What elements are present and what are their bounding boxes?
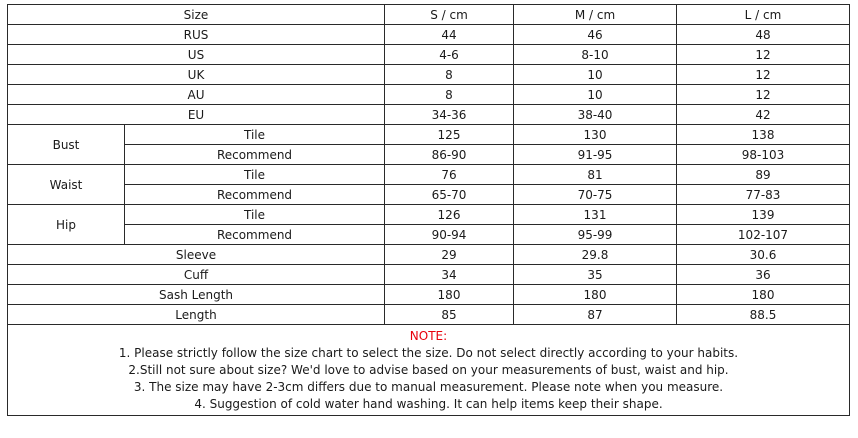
- cell-value: 86-90: [385, 145, 514, 165]
- table-row: [8, 85, 850, 105]
- cell-value: 38-40: [514, 105, 677, 125]
- cell-value: 125: [385, 125, 514, 145]
- row-label: Sleeve: [8, 245, 385, 265]
- cell-value: 65-70: [385, 185, 514, 205]
- sub-label: Tile: [125, 125, 385, 145]
- cell-value: 29.8: [514, 245, 677, 265]
- row-label: RUS: [8, 25, 385, 45]
- cell-value: 126: [385, 205, 514, 225]
- table-header-row: [8, 5, 850, 25]
- table-row: [8, 105, 850, 125]
- table-row: [8, 125, 850, 145]
- cell-value: 90-94: [385, 225, 514, 245]
- note-line: 1. Please strictly follow the size chart to select the size. Do not select directly according to your habits.: [118, 346, 739, 360]
- size-chart-table: [7, 4, 850, 416]
- cell-value: 138: [677, 125, 850, 145]
- sub-label: Recommend: [125, 185, 385, 205]
- cell-value: 85: [385, 305, 514, 325]
- row-label: Sash Length: [8, 285, 385, 305]
- cell-value: 70-75: [514, 185, 677, 205]
- sub-label: Tile: [125, 165, 385, 185]
- note-cell: [8, 325, 850, 416]
- cell-value: 36: [677, 265, 850, 285]
- cell-value: 10: [514, 65, 677, 85]
- cell-value: 98-103: [677, 145, 850, 165]
- row-label: UK: [8, 65, 385, 85]
- cell-value: 76: [385, 165, 514, 185]
- cell-value: 139: [677, 205, 850, 225]
- row-label: Length: [8, 305, 385, 325]
- cell-value: 12: [677, 85, 850, 105]
- table-row: [8, 185, 850, 205]
- table-row: [8, 305, 850, 325]
- row-label: Cuff: [8, 265, 385, 285]
- cell-value: 91-95: [514, 145, 677, 165]
- cell-value: 44: [385, 25, 514, 45]
- cell-value: 180: [385, 285, 514, 305]
- sub-label: Recommend: [125, 225, 385, 245]
- cell-value: 42: [677, 105, 850, 125]
- row-label: EU: [8, 105, 385, 125]
- cell-value: 81: [514, 165, 677, 185]
- cell-value: 8-10: [514, 45, 677, 65]
- cell-value: 180: [677, 285, 850, 305]
- table-row: [8, 265, 850, 285]
- table-row: [8, 45, 850, 65]
- cell-value: 102-107: [677, 225, 850, 245]
- cell-value: 88.5: [677, 305, 850, 325]
- cell-value: 77-83: [677, 185, 850, 205]
- table-row: [8, 25, 850, 45]
- header-l: L / cm: [677, 5, 850, 25]
- header-s: S / cm: [385, 5, 514, 25]
- cell-value: 89: [677, 165, 850, 185]
- header-size: Size: [8, 5, 385, 25]
- cell-value: 30.6: [677, 245, 850, 265]
- note-row: [8, 325, 850, 416]
- note-line: 2.Still not sure about size? We'd love to advise based on your measurements of bust, waist and hip.: [128, 363, 729, 377]
- table-row: [8, 205, 850, 225]
- size-chart: [7, 4, 850, 416]
- sub-label: Recommend: [125, 145, 385, 165]
- cell-value: 180: [514, 285, 677, 305]
- cell-value: 12: [677, 65, 850, 85]
- cell-value: 46: [514, 25, 677, 45]
- group-label: Waist: [8, 165, 125, 205]
- cell-value: 131: [514, 205, 677, 225]
- table-row: [8, 285, 850, 305]
- sub-label: Tile: [125, 205, 385, 225]
- cell-value: 10: [514, 85, 677, 105]
- cell-value: 34: [385, 265, 514, 285]
- table-row: [8, 165, 850, 185]
- table-row: [8, 225, 850, 245]
- cell-value: 130: [514, 125, 677, 145]
- note-line: 3. The size may have 2-3cm differs due to manual measurement. Please note when you measure.: [133, 380, 724, 394]
- cell-value: 4-6: [385, 45, 514, 65]
- table-row: [8, 145, 850, 165]
- cell-value: 8: [385, 85, 514, 105]
- header-m: M / cm: [514, 5, 677, 25]
- cell-value: 87: [514, 305, 677, 325]
- cell-value: 35: [514, 265, 677, 285]
- group-label: Bust: [8, 125, 125, 165]
- note-line: 4. Suggestion of cold water hand washing. It can help items keep their shape.: [194, 397, 663, 411]
- cell-value: 48: [677, 25, 850, 45]
- cell-value: 95-99: [514, 225, 677, 245]
- note-title: NOTE:: [409, 329, 448, 343]
- cell-value: 34-36: [385, 105, 514, 125]
- row-label: AU: [8, 85, 385, 105]
- group-label: Hip: [8, 205, 125, 245]
- cell-value: 12: [677, 45, 850, 65]
- row-label: US: [8, 45, 385, 65]
- cell-value: 8: [385, 65, 514, 85]
- table-row: [8, 65, 850, 85]
- cell-value: 29: [385, 245, 514, 265]
- table-row: [8, 245, 850, 265]
